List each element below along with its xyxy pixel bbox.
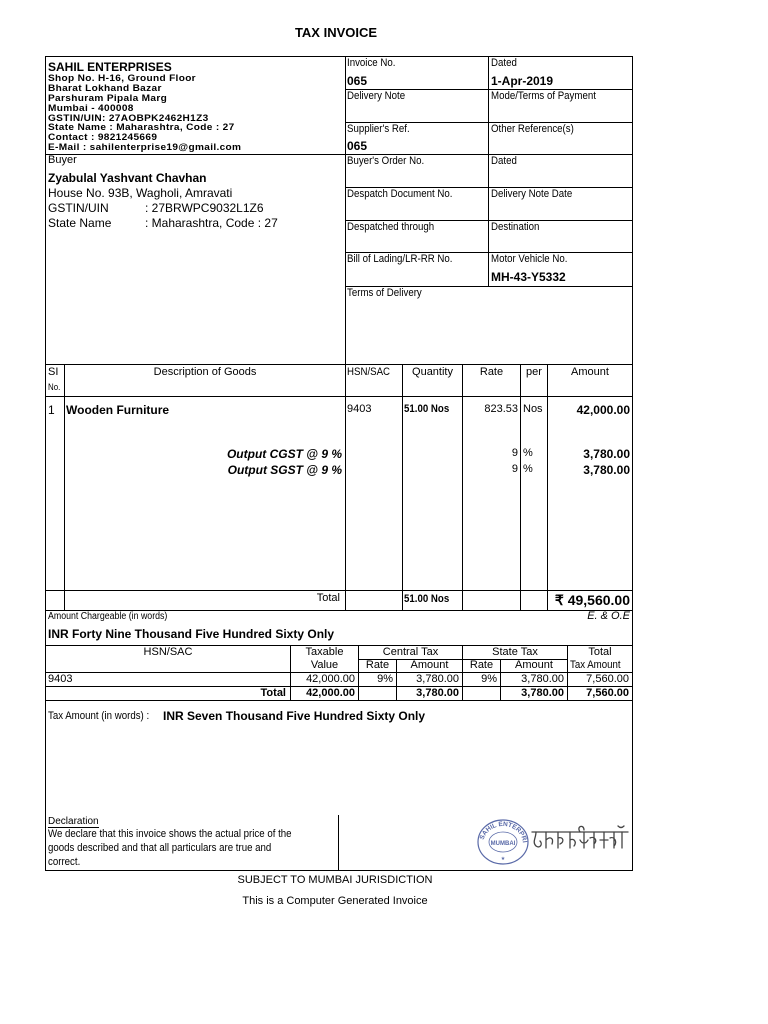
state-amount-header: Amount [515, 659, 553, 671]
tax-row-s-rate: 9% [481, 673, 497, 685]
buyer-gstin-value: : 27BRWPC9032L1Z6 [145, 201, 264, 215]
seller-contact: Contact : 9821245669 [48, 132, 158, 142]
motor-vehicle-no: MH-43-Y5332 [491, 270, 566, 284]
dated-label: Dated [491, 57, 517, 69]
amount-words-label: Amount Chargeable (in words) [48, 611, 168, 622]
tax-row-total: 7,560.00 [586, 673, 629, 685]
tax-words-label: Tax Amount (in words) : [48, 710, 150, 722]
tax-total-label: Total [260, 687, 286, 699]
signature [530, 822, 630, 856]
motor-vehicle-label: Motor Vehicle No. [491, 253, 568, 265]
invoice-no: 065 [347, 74, 368, 88]
seller-address-line: Parshuram Pipala Marg [48, 93, 168, 103]
delivery-note-date-label: Delivery Note Date [491, 188, 573, 200]
sgst-rate: 9 [511, 463, 518, 475]
cgst-per: % [523, 447, 533, 459]
quantity-header: Quantity [412, 366, 453, 378]
si-header: SI [48, 366, 59, 378]
cgst-amount: 3,780.00 [583, 447, 630, 461]
total-tax-header: Total [588, 646, 612, 658]
order-dated-label: Dated [491, 155, 517, 167]
tax-total-total: 7,560.00 [586, 687, 629, 699]
tax-total-s-amount: 3,780.00 [521, 687, 564, 699]
jurisdiction-note: SUBJECT TO MUMBAI JURISDICTION [237, 874, 433, 886]
no-header: No. [48, 382, 61, 392]
amount-words-value: INR Forty Nine Thousand Five Hundred Sixty Only [48, 627, 335, 641]
buyer-label: Buyer [48, 154, 77, 166]
total-tax-amount-header: Tax Amount [570, 659, 621, 671]
suppliers-ref: 065 [347, 139, 368, 153]
amount-header: Amount [571, 366, 609, 378]
tax-row-taxable: 42,000.00 [306, 673, 355, 685]
cgst-rate: 9 [511, 447, 518, 459]
seller-address-line: Bharat Lokhand Bazar [48, 83, 162, 93]
declaration-label: Declaration [48, 816, 99, 827]
declaration-line: goods described and that all particulars are true and [48, 842, 272, 854]
eoe-label: E. & O.E [587, 610, 630, 622]
invoice-date: 1-Apr-2019 [491, 74, 554, 88]
seller-state: State Name : Maharashtra, Code : 27 [48, 122, 235, 132]
stamp-text: SAHIL ENTERPRI [478, 820, 528, 844]
other-ref-label: Other Reference(s) [491, 123, 574, 135]
seller-email: E-Mail : sahilenterprise19@gmail.com [48, 142, 242, 152]
seller-address-line: Mumbai - 400008 [48, 103, 134, 113]
central-amount-header: Amount [410, 659, 449, 671]
page-title: TAX INVOICE [294, 25, 378, 40]
stamp-city: MUMBAI [490, 841, 516, 847]
buyer-state-label: State Name [48, 216, 112, 230]
tax-total-taxable: 42,000.00 [306, 687, 355, 699]
taxable-header-value: Value [310, 659, 339, 671]
tax-hsn-header: HSN/SAC [143, 646, 193, 658]
rate-header: Rate [479, 366, 504, 378]
payment-terms-label: Mode/Terms of Payment [491, 90, 596, 102]
tax-words-value: INR Seven Thousand Five Hundred Sixty Only [163, 709, 426, 723]
central-tax-header: Central Tax [382, 646, 439, 658]
invoice-no-label: Invoice No. [347, 57, 396, 69]
item-amount: 42,000.00 [576, 403, 630, 417]
tax-row-s-amount: 3,780.00 [521, 673, 564, 685]
tax-row-hsn: 9403 [48, 673, 73, 685]
bill-of-lading-label: Bill of Lading/LR-RR No. [347, 253, 453, 265]
buyer-address: House No. 93B, Wagholi, Amravati [48, 186, 233, 200]
description-header: Description of Goods [153, 366, 257, 378]
company-stamp [475, 818, 531, 866]
buyer-gstin-label: GSTIN/UIN [48, 201, 109, 215]
tax-row-c-rate: 9% [377, 673, 393, 685]
state-tax-header: State Tax [492, 646, 538, 658]
item-description: Wooden Furniture [66, 403, 170, 417]
despatched-through-label: Despatched through [347, 221, 435, 233]
item-si: 1 [48, 403, 55, 417]
buyer-state-value: : Maharashtra, Code : 27 [145, 216, 278, 230]
state-rate-header: Rate [469, 659, 494, 671]
destination-label: Destination [491, 221, 540, 233]
sgst-label: Output SGST @ 9 % [227, 463, 342, 477]
svg-text:★: ★ [500, 856, 506, 862]
seller-address-line: Shop No. H-16, Ground Floor [48, 73, 196, 83]
item-quantity: 51.00 Nos [404, 403, 450, 415]
central-rate-header: Rate [365, 659, 390, 671]
terms-of-delivery-label: Terms of Delivery [347, 287, 422, 299]
per-header: per [526, 366, 542, 378]
sgst-amount: 3,780.00 [583, 463, 630, 477]
grand-total: ₹ 49,560.00 [554, 592, 630, 608]
item-rate: 823.53 [484, 403, 518, 415]
total-quantity: 51.00 Nos [404, 593, 450, 605]
cgst-label: Output CGST @ 9 % [226, 447, 342, 461]
buyer-name: Zyabulal Yashvant Chavhan [48, 171, 207, 185]
tax-row-c-amount: 3,780.00 [416, 673, 459, 685]
declaration-line: We declare that this invoice shows the actual price of the [48, 828, 292, 840]
tax-total-c-amount: 3,780.00 [416, 687, 459, 699]
total-label: Total [316, 592, 340, 604]
computer-generated-note: This is a Computer Generated Invoice [242, 895, 428, 907]
buyers-order-label: Buyer's Order No. [347, 155, 425, 167]
hsn-header: HSN/SAC [347, 366, 391, 378]
seller-gstin: GSTIN/UIN: 27AOBPK2462H1Z3 [48, 113, 209, 123]
delivery-note-label: Delivery Note [347, 90, 406, 102]
sgst-per: % [523, 463, 533, 475]
despatch-doc-label: Despatch Document No. [347, 188, 453, 200]
taxable-header: Taxable [305, 646, 344, 658]
item-hsn: 9403 [347, 403, 372, 415]
seller-name: SAHIL ENTERPRISES [48, 60, 172, 74]
suppliers-ref-label: Supplier's Ref. [347, 123, 410, 135]
declaration-line: correct. [48, 856, 81, 868]
item-per: Nos [523, 403, 543, 415]
